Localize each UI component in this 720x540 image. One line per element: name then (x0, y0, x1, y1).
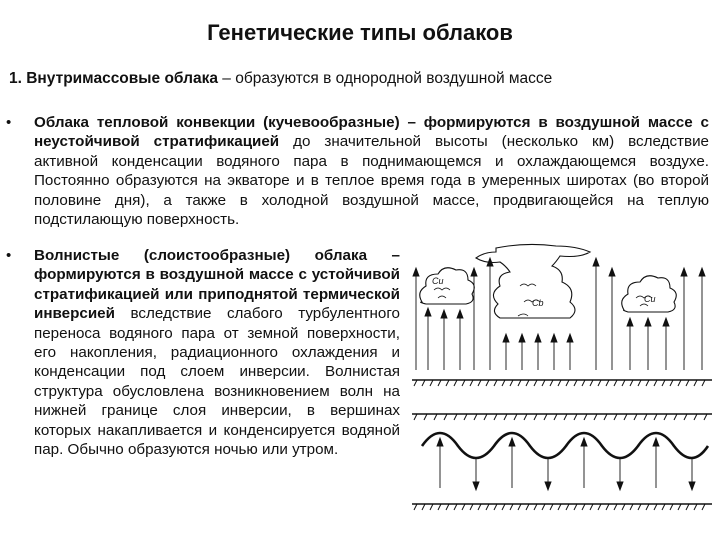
rising-air-arrows (413, 258, 705, 370)
bullet-dot-icon: • (6, 114, 12, 131)
cumulus-cloud-left (420, 268, 475, 304)
inversion-layer-line (412, 414, 712, 420)
convective-clouds-panel (420, 244, 677, 318)
cloud-diagram (408, 240, 716, 530)
bullet1-bold: Облака тепловой конвекции (кучевообразные) – формируются в воздушной массе с неустойчивой стратификацией (34, 114, 709, 151)
bullet1-rest: до значительной высоты (несколько км) вследствие активной конденсации водяного пара в поднимающемся и охлаждающемся воздухе. Постоянно образуются на экваторе и в теплое время года в умеренных широтах (во второй половине дня), а также в холодной воздушной массе, продвигающейся на теплую подстилающую поверхность. (34, 133, 710, 229)
subtitle-bold: 1. Внутримассовые облака (9, 70, 218, 87)
subtitle-rest: – образуются в однородной воздушной массе (217, 70, 553, 87)
ground-surface-bottom (412, 504, 712, 510)
bullet-convective-clouds (6, 113, 710, 229)
cloud-label-cu-right: Cu (644, 294, 656, 304)
bullet-wave-clouds (6, 246, 400, 459)
ground-surface-top (412, 380, 712, 386)
bullet2-rest: вследствие слабого турбулентного переноса водяного пара от земной поверхности, его накопления, радиационного охлаждения и конденсации под слоем инверсии. Волнистая структура обусловлена возникновением волн на нижней границе слоя инверсии, в вершинах которых накапливается и конденсируется водяной пар. Обычно образуются ночью или утром. (34, 305, 400, 459)
wave-cloud-layer (422, 433, 708, 458)
bullet-dot-icon: • (6, 247, 12, 264)
page-title: Генетические типы облаков (207, 20, 513, 45)
cloud-label-cb: Cb (532, 298, 544, 308)
cloud-label-cu-left: Cu (432, 276, 444, 286)
bullet2-bold: Волнистые (слоистообразные) облака – формируются в воздушной массе с устойчивой стратификацией или приподнятой термической инверсией (34, 247, 400, 323)
subtitle (9, 70, 709, 88)
